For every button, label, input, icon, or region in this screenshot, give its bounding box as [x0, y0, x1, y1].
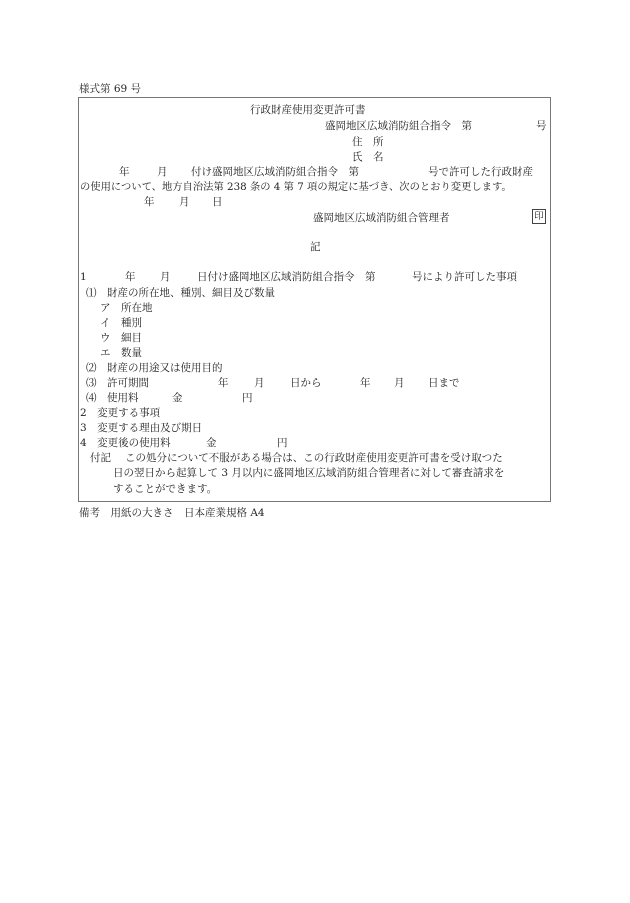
sub4-kin: 金 — [172, 392, 183, 404]
sub3-to-month: 月 — [394, 377, 405, 389]
address-label: 住 所 — [352, 136, 384, 148]
item4-yen: 円 — [277, 437, 288, 449]
sub4-yen: 円 — [242, 392, 253, 404]
order-number-suffix: 号 — [536, 120, 547, 132]
sub1-detail: ウ 細目 — [100, 332, 142, 344]
sub1-type: イ 種別 — [100, 317, 142, 329]
issuer-name: 盛岡地区広域消防組合管理者 — [313, 212, 450, 224]
issue-date-month: 月 — [179, 196, 190, 208]
sub1-location: ア 所在地 — [100, 302, 153, 314]
ki-heading: 記 — [310, 241, 321, 253]
issue-date-year: 年 — [144, 196, 155, 208]
sub1-heading: ⑴ 財産の所在地、種別、細目及び数量 — [86, 287, 275, 299]
intro-month: 月 — [157, 166, 168, 178]
sub3-from-day: 日から — [290, 377, 322, 389]
item1-year: 年 — [125, 271, 136, 283]
form-number: 様式第 69 号 — [79, 83, 142, 95]
item1-month: 月 — [160, 271, 171, 283]
sub2-purpose: ⑵ 財産の用途又は使用目的 — [86, 362, 223, 374]
item1-number: 1 — [80, 271, 87, 283]
sub3-from-year: 年 — [218, 377, 229, 389]
sub1-quantity: エ 数量 — [100, 347, 142, 359]
name-label: 氏 名 — [352, 151, 384, 163]
order-number-prefix: 盛岡地区広域消防組合指令 第 — [325, 120, 472, 132]
intro-order-suffix: 号で許可した行政財産 — [428, 166, 533, 178]
seal-icon: 印 — [532, 209, 546, 224]
item4-kin: 金 — [206, 437, 217, 449]
appendix-label: 付記 — [90, 452, 111, 464]
sub4-label: ⑷ 使用料 — [86, 392, 139, 404]
seal-mark — [532, 209, 546, 224]
intro-order-text: 付け盛岡地区広域消防組合指令 第 — [191, 166, 359, 178]
sub3-to-year: 年 — [360, 377, 371, 389]
issue-date-day: 日 — [212, 196, 223, 208]
document-title: 行政財産使用変更許可書 — [250, 104, 366, 116]
item3-reason: 3 変更する理由及び期日 — [80, 422, 203, 434]
appendix-line1: この処分について不服がある場合は、この行政財産使用変更許可書を受け取つた — [125, 452, 503, 464]
appendix-line3: することができます。 — [113, 483, 218, 495]
sub3-to-day: 日まで — [428, 377, 460, 389]
item2-changes: 2 変更する事項 — [80, 407, 161, 419]
remarks: 備考 用紙の大きさ 日本産業規格 A4 — [79, 507, 265, 519]
sub3-label: ⑶ 許可期間 — [86, 377, 149, 389]
intro-body: の使用について、地方自治法第 238 条の 4 第 7 項の規定に基づき、次のとおり変更します。 — [80, 181, 512, 193]
sub3-from-month: 月 — [254, 377, 265, 389]
item1-suffix: 号により許可した事項 — [412, 271, 517, 283]
item1-text: 日付け盛岡地区広域消防組合指令 第 — [197, 271, 376, 283]
intro-year: 年 — [119, 166, 130, 178]
appendix-line2: 日の翌日から起算して 3 月以内に盛岡地区広域消防組合管理者に対して審査請求を — [113, 467, 505, 479]
item4-label: 4 変更後の使用料 — [80, 437, 171, 449]
